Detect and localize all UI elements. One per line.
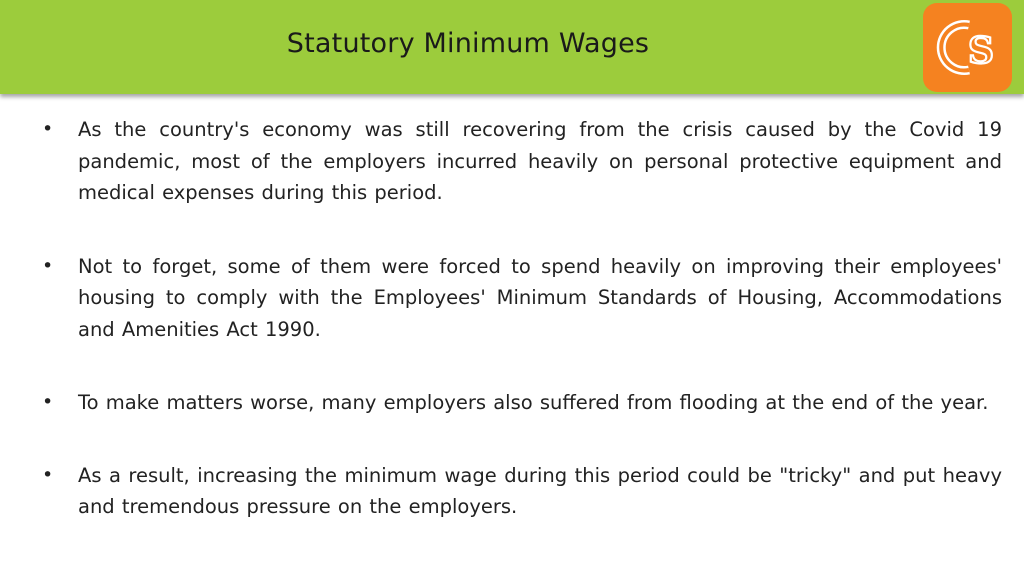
- svg-text:S: S: [968, 30, 994, 72]
- bullet-item: [40, 251, 1002, 346]
- bullet-item: [40, 114, 1002, 209]
- bullet-text: To make matters worse, many employers also suffered from flooding at the end of the year.: [78, 391, 989, 414]
- bullet-item: [40, 460, 1002, 523]
- bullet-icon: •: [42, 118, 54, 140]
- bullet-list: [40, 114, 1002, 565]
- bullet-icon: •: [42, 391, 54, 413]
- slide-title: Statutory Minimum Wages: [286, 28, 650, 59]
- bullet-item: [40, 387, 1002, 419]
- bullet-text: As the country's economy was still recovering from the crisis caused by the Covid 19 pandemic, most of the employers incurred heavily on personal protective equipment and medical expenses during this period.: [78, 118, 1002, 204]
- bullet-text: As a result, increasing the minimum wage during this period could be "tricky" and put heavy and tremendous pressure on the employers.: [78, 463, 1002, 518]
- cs-logo-icon: [923, 3, 1012, 92]
- title-bar: [0, 0, 1024, 94]
- bullet-icon: •: [42, 254, 54, 277]
- bullet-icon: •: [42, 463, 54, 486]
- bullet-text: Not to forget, some of them were forced to spend heavily on improving their employees' housing to comply with the Employees' Minimum Standards of Housing, Accommodations and Amenities Act 1990.: [78, 254, 1002, 341]
